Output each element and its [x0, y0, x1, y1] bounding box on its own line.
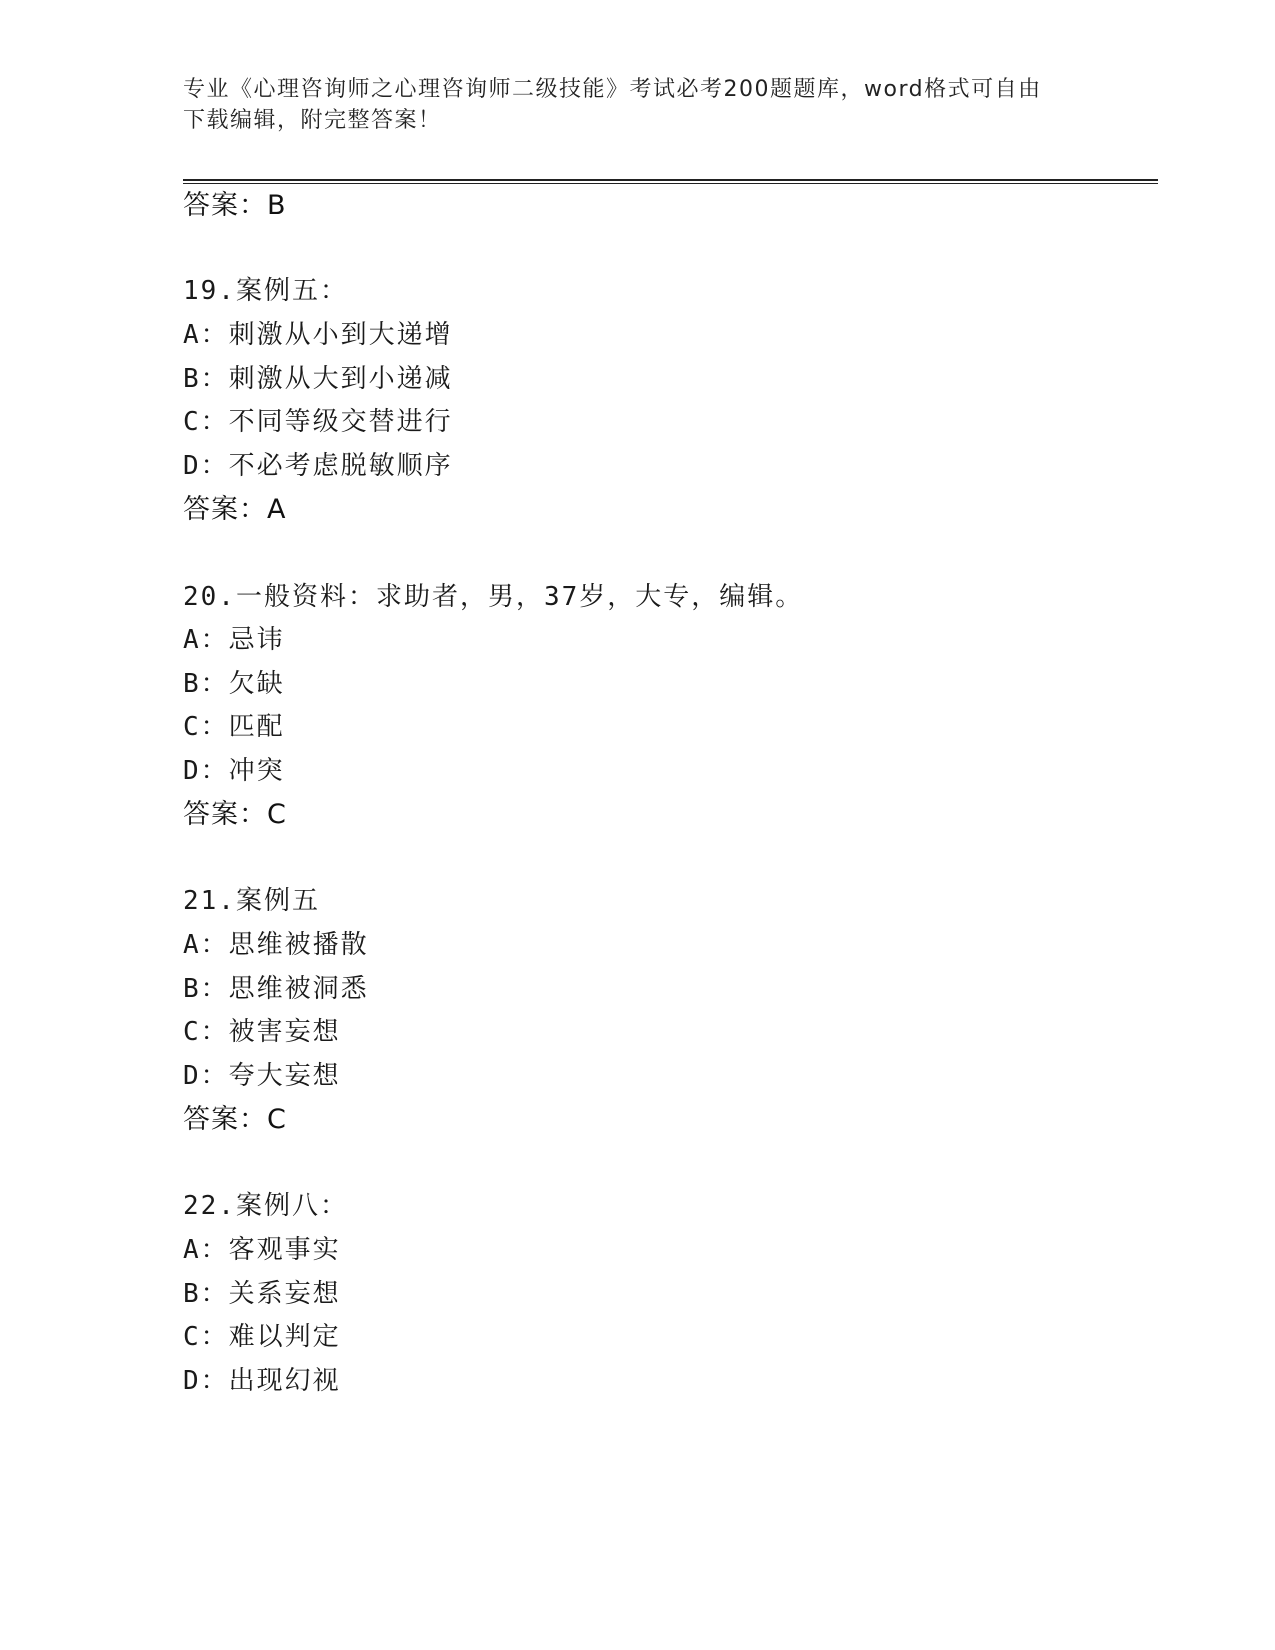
option-d: D：不必考虑脱敏顺序: [183, 451, 453, 481]
option-d: D：出现幻视: [183, 1366, 341, 1396]
answer-line: 答案：B: [183, 190, 287, 221]
header-divider: [183, 179, 1158, 181]
option-c: C：不同等级交替进行: [183, 407, 453, 437]
option-b: B：欠缺: [183, 669, 285, 699]
option-d: D：冲突: [183, 756, 285, 786]
option-c: C：被害妄想: [183, 1017, 341, 1047]
question-stem: 20.一般资料：求助者，男，37岁，大专，编辑。: [183, 582, 804, 612]
option-a: A：思维被播散: [183, 930, 369, 960]
question-stem: 21.案例五: [183, 886, 320, 916]
answer-line: 答案：A: [183, 494, 287, 525]
option-c: C：难以判定: [183, 1322, 341, 1352]
document-description: 专业《心理咨询师之心理咨询师二级技能》考试必考200题题库，word格式可自由下载编辑，附完整答案！: [183, 77, 1042, 133]
answer-line: 答案：C: [183, 799, 287, 830]
answer-line: 答案：C: [183, 1104, 287, 1135]
option-a: A：忌讳: [183, 625, 285, 655]
question-stem: 19.案例五：: [183, 276, 348, 306]
option-d: D：夸大妄想: [183, 1061, 341, 1091]
option-b: B：刺激从大到小递减: [183, 364, 453, 394]
option-a: A：客观事实: [183, 1235, 341, 1265]
question-stem: 22.案例八：: [183, 1191, 348, 1221]
option-b: B：思维被洞悉: [183, 974, 369, 1004]
option-a: A：刺激从小到大递增: [183, 320, 453, 350]
option-c: C：匹配: [183, 712, 285, 742]
option-b: B：关系妄想: [183, 1279, 341, 1309]
header-divider-thin: [183, 183, 1158, 184]
